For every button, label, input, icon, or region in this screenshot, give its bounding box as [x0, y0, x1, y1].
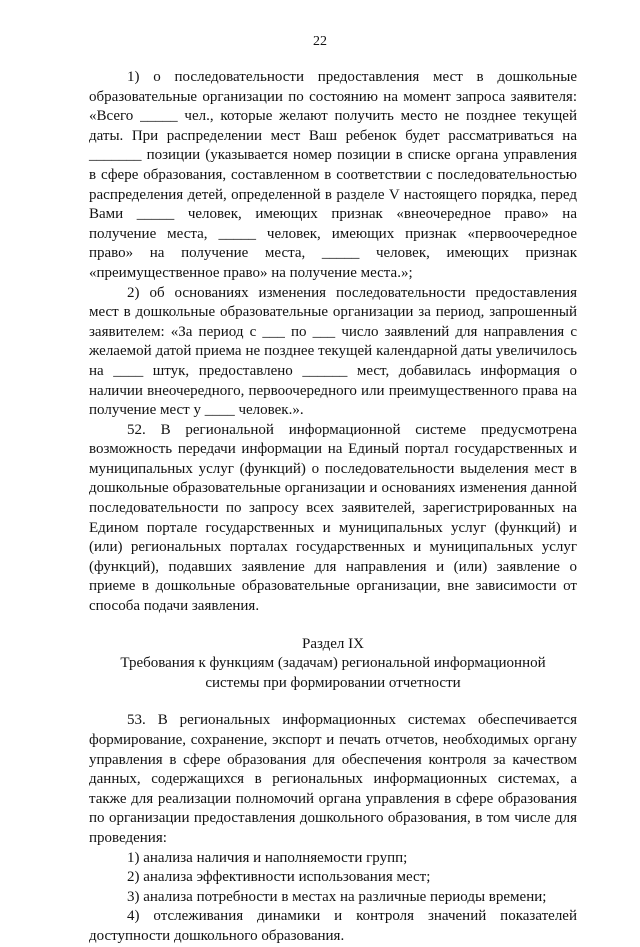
section-number: Раздел IX — [301, 635, 364, 652]
paragraph-item-1: 1) о последовательности предоставления мест в дошкольные образовательные организации по состоянию на момент запроса заявителя: «Всего _____ чел., которые желают получить место не позднее текущей даты. При распределении мест Ваш ребенок будет рассматриваться на _______ позиции (указывается номер позиции в списке органа управления в сфере образования, составленном в соответствии с последовательностью распределения детей, определенной в разделе V настоящего порядка, перед Вами _____ человек, имеющих признак «внеочередное право» на получение места, _____ человек, имеющих признак «первоочередное право» на получение места, _____ человек, имеющих признак «преимущественное право» на получение места.»; — [89, 69, 577, 281]
list-item: 1) анализа наличия и наполняемости групп; — [127, 849, 408, 866]
paragraph-53: 53. В региональных информационных системах обеспечивается формирование, сохранение, экспорт и печать отчетов, необходимых органу управления в сфере образования для обеспечения контроля за качеством данных, содержащихся в региональных информационных системах, а также для реализации полномочий органа управления в сфере образования по организации предоставления дошкольного образования, в том числе для проведения: — [89, 712, 577, 846]
list-item: 3) анализа потребности в местах на различные периоды времени; — [127, 888, 547, 905]
document-body — [89, 68, 577, 947]
paragraph-52: 52. В региональной информационной системе предусмотрена возможность передачи информации на Единый портал государственных и муниципальных услуг (функций) о последовательности выделения мест в дошкольные образовательные организации и основаниях изменения данной последовательности по запросу всех заявителей, зарегистрированных на Едином портале государственных и муниципальных услуг (функций) и (или) региональных порталах государственных и муниципальных услуг (функций), подавших заявление для направления и (или) заявление о приеме в дошкольные образовательные организации, вне зависимости от способа подачи заявления. — [89, 421, 577, 615]
section-title-line-1: Требования к функциям (задачам) региональной информационной — [120, 655, 546, 672]
list-item: 4) отслеживания динамики и контроля значений показателей доступности дошкольного образования. — [89, 908, 577, 944]
page-number: 22 — [313, 34, 327, 49]
paragraph-item-2: 2) об основаниях изменения последовательности предоставления мест в дошкольные образовательные организации за период, запрошенный заявителем: «За период с ___ по ___ число заявлений для направления с желаемой датой приема не позднее текущей календарной даты увеличилось на ____ штук, предоставлено ______ мест, добавилась информация о наличии внеочередного, первоочередного или преимущественного права на получение мест у ____ человек.». — [89, 284, 577, 419]
section-title-line-2: системы при формировании отчетности — [205, 674, 461, 691]
list-item: 2) анализа эффективности использования мест; — [127, 869, 431, 886]
